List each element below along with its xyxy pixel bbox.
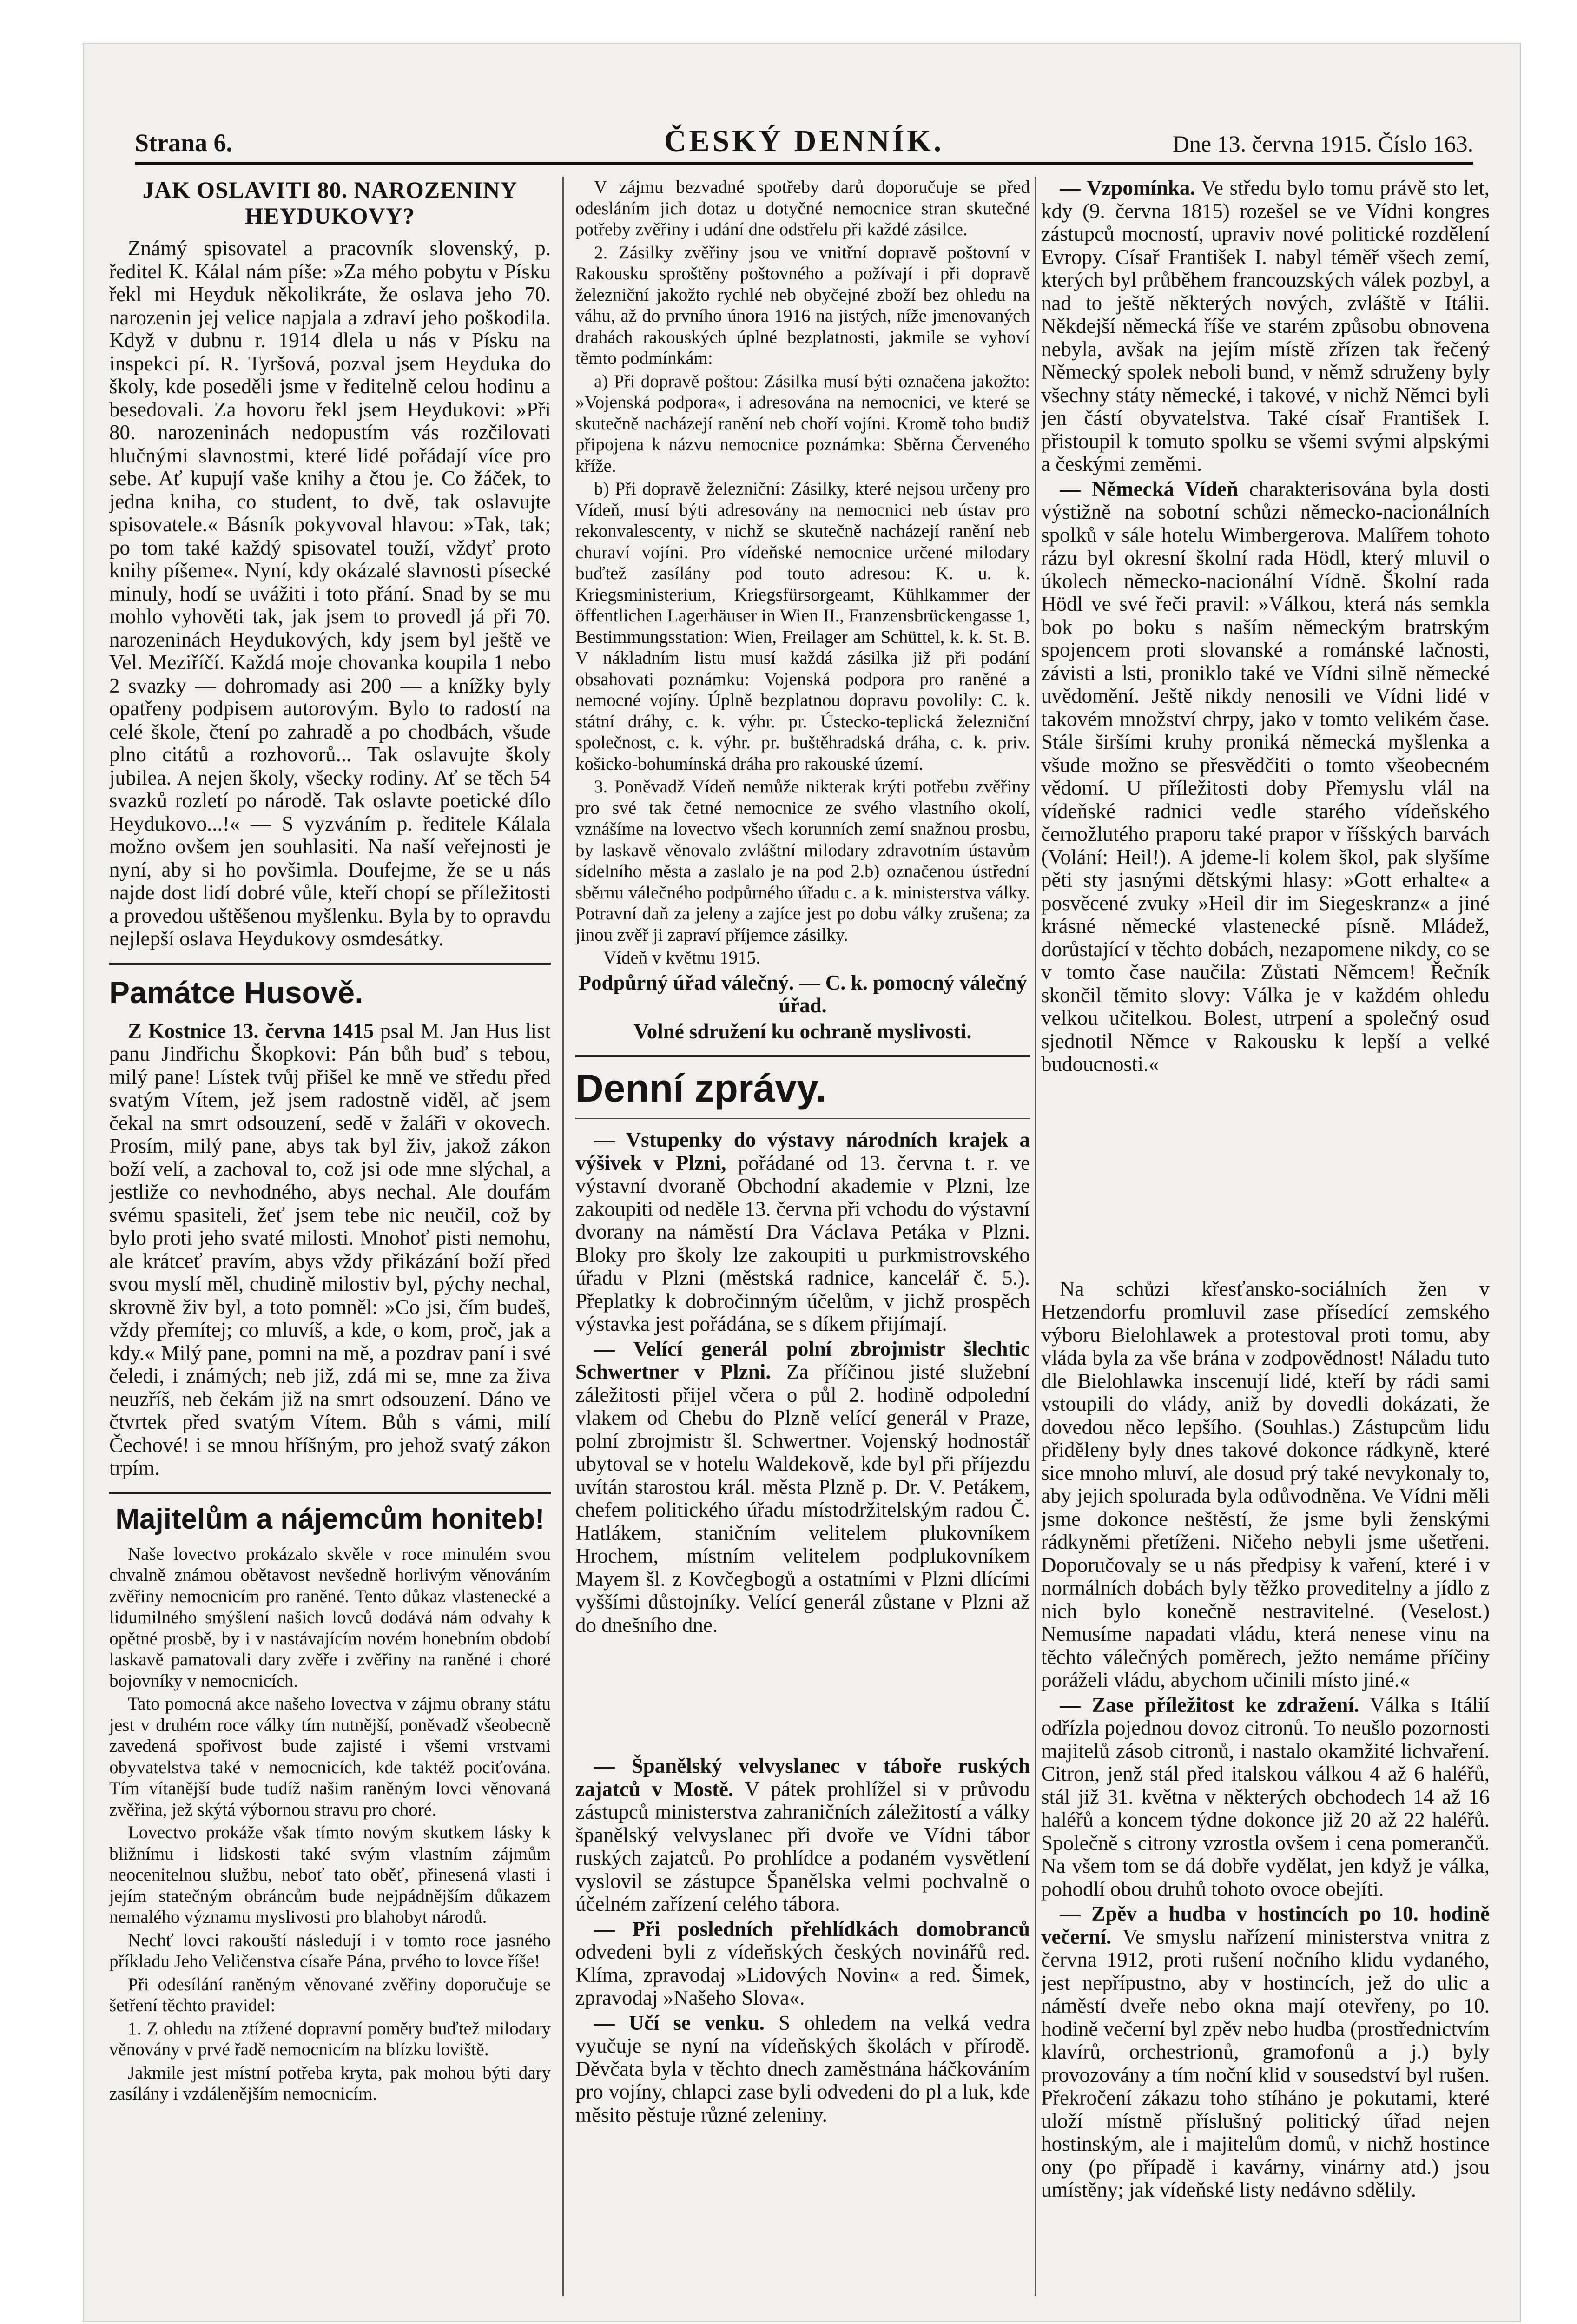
paragraph: Jakmile jest místní potřeba kryta, pak mohou býti dary zasílány i vzdálenějším nemocnicím.: [109, 2062, 551, 2104]
news-item: Na schůzi křesťansko-sociálních žen v Hetzendorfu promluvil zase přísedící zemského výboru Bielohlawek a protestoval proti tomu, aby vláda byla za vše brána v zodpovědnost! Náladu tuto dle Bielohlawka inscenují lidé, kteří by rádi sami vstoupili do vlády, aniž by dovedli dokázati, že dovedou něco lepšího. (Souhlas.) Zástupcům lidu přiděleny byly dnes takové dokonce rádkyně, které sice mnoho mluví, ale dosud prý také nevykonaly to, aby jejich spolurada byla odůvodněna. Ve Vídni měli jsme dokonce neštěstí, že jsme byli ženskými rádkyněmi přetíženi. Ničeho nebyli jsme ušetřeni. Doporučovaly se u nás předpisy k vaření, které i v normálních dobách byly těžko proveditelny a jídlo z nich bylo konečně nestravitelné. (Veselost.) Nemusíme napadati vládu, která nenese vinu na těchto válečných poměrech, ježto nemáme příčiny poráželi vládu, abychom učinili místo jiné.«: [1041, 1277, 1490, 1691]
news-text: V pátek prohlížel si v průvodu zástupců ministerstva zahraničních záležitostí a války španělský velvyslanec při dvoře ve Vídni tábor ruských zajatců. Po prohlídce a podaném vysvětlení vyslovil se zástupce Španělska velmi pochvalně o účelném zařízení celého tábora.: [575, 1777, 1030, 1915]
paragraph: a) Při dopravě poštou: Zásilka musí býti označena jakožto: »Vojenská podpora«, i adresována na nemocnici, ve které se skutečně nacházejí ranění neb choří vojíni. Kromě toho budiž připojena k názvu nemocnice poznámka: Sběrna Červeného kříže.: [575, 371, 1030, 476]
news-item: [1041, 177, 1490, 476]
signature-association: Volné sdružení ku ochraně myslivosti.: [633, 1019, 972, 1043]
paragraph: b) Při dopravě železniční: Zásilky, které nejsou určeny pro Vídeň, musí býti adresovány na nemocnici neb ústav pro rekonvalescenty, v nichž se skutečně nacházejí ranění neb churaví vojíni. Pro vídeňské nemocnice určené milodary buďtež zasílány pod touto adresou: K. u. k. Kriegsministerium, Kriegsfürsorgeamt, Kühlkammer der öffentlichen Lagerhäuser in Wien II., Franzensbrückengasse 1, Bestimmungsstation: Wien, Freilager am Schüttel, k. k. St. B. V nákladním listu musí každá zásilka již při podání obsahovati poznámku: Vojenská podpora pro raněné a nemocné vojíny. Úplně bezplatnou dopravu povolily: C. k. státní dráhy, c. k. výhr. pr. Ústecko-teplická železniční společnost, c. k. výhr. pr. buštěhradská dráha, c. k. priv. košicko-bohumínská dráha pro rakouské území.: [575, 479, 1030, 774]
article-heading-honitby: Majitelům a nájemcům honiteb!: [115, 1503, 545, 1535]
news-text: Ve smyslu nařízení ministerstva vnitra z června 1912, proti rušení nočního klidu vydaného, jest nepřípustno, aby v hostincích, jež do ulic a náměstí dveře nebo okna mají otevřeny, po 10. hodině večerní byl zpěv nebo hudba (prostřednictvím klavírů, orchestrionů, gramofonů a j.) byly provozovány a tím noční klid v sousedství byl rušen. Překročení zákazu toho stíháno je pokutami, které uloží místně příslušný politický úřad nejen hostinským, ale i majitelům domů, v nichž hostince ony (po případě i kavárny, vinárny atd.) jsou umístěny; jak vídeňské listy nedávno sdělily.: [1041, 1925, 1490, 2201]
column-divider: [1035, 177, 1036, 2296]
column-1: [109, 177, 551, 2296]
article-heading-heyduk: JAK OSLAVITI 80. NAROZENINY HEYDUKOVY?: [142, 177, 518, 229]
section-rule: [109, 1492, 551, 1494]
news-lead: — Při posledních přehlídkách domobranců: [594, 1917, 1030, 1941]
news-item: [1041, 478, 1490, 1076]
news-lead: — Zase příležitost ke zdražení.: [1060, 1693, 1359, 1717]
article-text-hus: psal M. Jan Hus list panu Jindřichu Škopkovi: Pán bůh buď s tebou, milý pane! Lístek tvůj přišel ke mně ve středu před svatým Vítem, jež jsem radostně viděl, ač jsem čekal na smrt odsouzení, sedě v žaláři v okovech. Prosím, milý pane, abys tak byl živ, jakož zákon boží velí, a zachoval to, což jsi ode mne slýchal, a jestliže co nevhodného, abys nechal. Ale doufám svému spasiteli, žeť jsem tebe nic neučil, což by bylo proti jeho svaté milosti. Mnohoť pisti nemohu, ale krátceť pravím, abys vždy přikázání boží před svou myslí měl, chudině milostiv byl, pýchy nechal, skrovně živ byl, a toto pomněl: »Co jsi, čím budeš, vždy přemítej; co mluvíš, a kde, o kom, proč, jak a kdy.« Milý pane, pomni na mě, a pozdrav paní i své čeledi, i známých; neb již, zdá mi se, mne za živa neuzříš, neb čekám již na smrt odsouzení. Dáno ve čtvrtek před svatým Vítem. Bůh s vámi, milí Čechové! i se mnou hříšným, pro jehož svatý zákon trpím.: [109, 1019, 551, 1479]
paragraph: Nechť lovci rakouští následují i v tomto roce jasného příkladu Jeho Veličenstva císaře Pána, prvého to lovce říše!: [109, 1930, 551, 1971]
signature-office: Podpůrný úřad válečný. — C. k. pomocný válečný úřad.: [578, 971, 1027, 1017]
news-item: [575, 1755, 1030, 1916]
column-divider: [562, 177, 564, 2296]
news-item: [575, 1129, 1030, 1336]
news-text: Válka s Itálií odřízla pojednou dovoz citronů. To neušlo pozornosti majitelů zásob citronů, i nastalo okamžité lichvaření. Citron, jenž stál před italskou válkou 4 až 6 haléřů, stál již 31. května v některých obchodech 14 až 16 haléřů a koncem týdne dokonce již 20 až 22 haléřů. Společně s citrony vzrostla ovšem i cena pomerančů. Na všem tom se dá dobře vydělat, jen když je válka, pohodlí obou druhů tohoto ovoce obejíti.: [1041, 1693, 1490, 1901]
news-item: [575, 1918, 1030, 2010]
news-lead: — Zpěv a hudba v hostincích po 10. hodině večerní.: [1041, 1902, 1490, 1948]
newspaper-title: ČESKÝ DENNÍK.: [664, 124, 944, 158]
news-text: pořádané od 13. června t. r. ve výstavní dvoraně Obchodní akademie v Plzni, lze zakoupiti od neděle 13. června při vchodu do výstavní dvorany na náměstí Dra Václava Petáka v Plzni. Bloky pro školy lze zakoupiti u purkmistrovského úřadu v Plzni (městská radnice, kancelář č. 5.). Přeplatky k dobročinným účelům, v jichž prospěch výstavka jest pořádána, se s díkem přijímají.: [575, 1151, 1030, 1335]
paragraph: Tato pomocná akce našeho lovectva v zájmu obrany státu jest v druhém roce války tím nutnější, poněvadž všeobecně zavedená spořivost bude zajisté i všemi vrstvami obyvatelstva také v nemocnicích, kde taktéž pociťována. Tím vítanější bude tudíž našim raněným lovci věnovaná zvěřina, jež skýtá výbornou stravu pro choré.: [109, 1694, 551, 1820]
section-rule: [575, 1055, 1030, 1057]
news-lead: — Velící generál polní zbrojmistr šlechtic Schwertner v Plzni.: [575, 1337, 1030, 1383]
column-3: [1041, 177, 1490, 2296]
news-text: S ohledem na velká vedra vyučuje se nyní na vídeňských školách v přírodě. Děvčata byla v těchto dnech zaměstnána háčkováním pro vojíny, chlapci zase byli odvedeni do pl a luk, kde měsito pěstuje různé zeleniny.: [575, 2011, 1030, 2126]
news-lead: — Vstupenky do výstavy národních krajek a výšivek v Plzni,: [575, 1128, 1030, 1175]
news-lead: — Vzpomínka.: [1060, 177, 1195, 199]
page-number: Strana 6.: [135, 129, 233, 157]
section-rule: [575, 1118, 1030, 1119]
article-body-heyduk: Známý spisovatel a pracovník slovenský, p. ředitel K. Kálal nám píše: »Za mého pobytu v Písku řekl mi Heyduk několikráte, že oslava jeho 70. narozenin jej velice napjala a zdraví jeho poškodila. Když v dubnu r. 1914 dlela u nás v Písku na inspekci pí. R. Tyršová, pozval jsem Heyduka do školy, kde poseděli jsme v ředitelně celou hodinu a besedovali. Za hovoru řekl jsem Heydukovi: »Při 80. narozeninách nedopustím vás rozčilovati hlučnými slavnostmi, které lidé pořádají více pro sebe. Ať kupují vaše knihy a čtou je. Co žáček, to jedna kniha, co student, to dvě, tak oslavujte spisovatele.« Básník pokyvoval hlavou: »Tak, tak; po tom také každý spisovatel touží, vždyť proto knihy píšeme«. Nyní, kdy okázalé slavnosti písecké minuly, hodí se uvážiti i toto přání. Snad by se mu mohlo vyhověti tak, jak jsem to provedl já při 70. narozeninách Heydukových, kdy jsem byl ještě ve Vel. Meziříčí. Každá moje chovanka koupila 1 nebo 2 svazky — dohromady asi 200 — a knížky byly opatřeny podpisem autorovým. Bylo to radostí na celé škole, čtení po zahradě a po chodbách, všude plno citátů a rozhovorů... Tak oslavujte školy jubilea. A nejen školy, všecky rodiny. Ať se těch 54 svazků rozletí po národě. Tak oslavte poetické dílo Heydukovo...!« — S vyzváním p. ředitele Kálala možno ovšem jen souhlasiti. Na naší veřejnosti je nyní, aby si ho povšimla. Doufejme, že se u nás najde dost lidí dobré vůle, kteří chopí se příležitosti a provedou uštěšenou myšlenku. Byla by to opravdu nejlepší oslava Heydukovy osmdesátky.: [109, 237, 551, 950]
paragraph: 3. Poněvadž Vídeň nemůže nikterak krýti potřebu zvěřiny pro své tak četné nemocnice ze svého vlastního okolí, vznášíme na lovectvo všech korunních zemí snažnou prosbu, by laskavě věnovalo zvláštní milodary zdravotním ústavům sídelního města a zaslalo je na pod 2.b) označenou ústřední sběrnu válečného podpůrného úřadu c. a k. ministerstva války. Potravní daň za jeleny a zajíce jest po dobu války zrušena; za jinou zvěř ji zapraví příjemce zásilky.: [575, 777, 1030, 945]
paragraph: V zájmu bezvadné spotřeby darů doporučuje se před odesláním jich dotaz u dotyčné nemocnice stran skutečné potřeby zvěřiny i udání dne odstřelu při každé zásilce.: [575, 177, 1030, 239]
news-item: [575, 1338, 1030, 1637]
paragraph: Naše lovectvo prokázalo skvěle v roce minulém svou chvalně známou obětavost nevšedně horlivým věnováním zvěřiny nemocnicím pro raněné. Tento důkaz vlastenecké a lidumilného smýšlení našich lovců dodává nám odvahy k opětné prosbě, by i v nastávajícím novém honebním období laskavě pamatovali dary zvěře i zvěřiny na raněné i choré bojovníky v nemocnicích.: [109, 1544, 551, 1691]
paragraph: 1. Z ohledu na ztížené dopravní poměry buďtež milodary věnovány v prvé řadě nemocnicím na blízku loviště.: [109, 2018, 551, 2060]
news-section-heading: Denní zprávy.: [575, 1066, 826, 1110]
paragraph: 2. Zásilky zvěřiny jsou ve vnitřní dopravě poštovní v Rakousku sproštěny poštovného a požívají i při dopravě železniční jakožto rychlé neb obyčejné zboží bez ohledu na váhu, až do prvního února 1916 na jistých, níže jmenovaných drahách rakouských úplné bezplatnosti, jakmile se vyhoví těmto podmínkám:: [575, 242, 1030, 368]
column-2: [575, 177, 1030, 2296]
section-rule: [109, 963, 551, 965]
news-item: [1041, 1902, 1490, 2202]
news-text: Ve středu bylo tomu právě sto let, kdy (9. června 1815) rozešel se ve Vídni kongres zástupců mocností, upraviv nové politické rozdělení Evropy. Císař František I. nabyl téměř všech zemí, kterých byl průběhem francouzských válek pozbyl, a nad to ještě některých nových, zvláště v Itálii. Někdejší německá říše ve starém způsobu obnovena nebyla, avšak na jejím místě zřízen tak řečený Německý spolek neboli bund, v němž sdruženy byly všechny státy německé, i takové, v nichž Němci byli jen částí obyvatelstva. Také císař František I. přistoupil k tomuto spolku se všemi svými alpskými a českými zeměmi.: [1041, 177, 1490, 475]
paragraph: Při odesílání raněným věnované zvěřiny doporučuje se šetření těchto pravidel:: [109, 1974, 551, 2015]
news-item: [575, 2012, 1030, 2127]
news-text: Za příčinou jisté služební záležitosti přijel včera o půl 2. hodině odpolední vlakem od Chebu do Plzně velící generál v Praze, polní zbrojmistr šl. Schwertner. Vojenský hodnostář ubytoval se v hotelu Waldekově, kde byl při příjezdu uvítán starostou král. města Plzně p. Dr. V. Petákem, chefem politického úřadu místodržitelským radou Č. Hatlákem, staničním velitelem plukovníkem Hrochem, místním velitelem podplukovníkem Mayem šl. z Kovčegbogů a ostatními v Plzni dlícími vyššími důstojníky. Velící generál zůstane v Plzni až do dnešního dne.: [575, 1360, 1030, 1637]
news-text: charakterisována byla dosti výstižně na sobotní schůzi německo-nacionálních spolků v sále hotelu Wimbergerova. Malířem tohoto rázu byl okresní školní rada Hödl, který mluvil o úkolech německo-nacionální Vídně. Školní rada Hödl ve své řeči pravil: »Válkou, která nás semkla bok po boku s naším německým bratrským spojencem proti slovanské a románské lačnosti, závisti a lsti, proniklo také ve Vídni silně německé uvědomění. Ještě nikdy nenosili ve Vídni lidé v takovém množství chrpy, jako v tomto velikém čase. Stále širšími kruhy proniká německá myšlenka a všude možno se přesvědčiti o tomto všeobecném vědomí. U příležitosti doby Přemyslu vlál na vídeňské radnici vedle starého vídeňského černožlutého praporu také prapor v říšských barvách (Volání: Heil!). A jdeme-li kolem škol, pak slyšíme pěti sty jasnými dětskými hlasy: »Gott erhalte« a posvěcené zvuky »Heil dir im Siegeskranz« a jiné krásné německé vlastenecké písně. Mládež, dorůstající v těchto dobách, nezapomene nikdy, co se v tomto čase naučila: Zůstati Němcem! Řečník skončil těmito slovy: Válka je v každém ohledu velkou učitelkou. Bolest, utrpení a společný osud sjednotil Němce v Rakousku k lepší a velké budoucnosti.«: [1041, 477, 1490, 1076]
news-item: [1041, 1694, 1490, 1901]
article-heading-hus: Památce Husově.: [109, 975, 363, 1010]
article-lead-hus: Z Kostnice 13. června 1415: [128, 1019, 374, 1043]
news-lead: — Učí se venku.: [594, 2011, 765, 2034]
news-lead: — Německá Vídeň: [1060, 477, 1239, 501]
news-lead: — Španělský velvyslanec v táboře ruských zajatců v Mostě.: [575, 1754, 1030, 1801]
place-date: Vídeň v květnu 1915.: [603, 948, 760, 968]
issue-date: Dne 13. června 1915. Číslo 163.: [1172, 131, 1473, 157]
paragraph: Lovectvo prokáže však tímto novým skutkem lásky k bližnímu i lidskosti také svým vlastním zájmům neocenitelnou službu, neboť tato oběť, přinesená vlasti i jejím statečným obráncům bude nejpádnějším důkazem nemalého významu myslivosti pro blahobyt národů.: [109, 1822, 551, 1927]
article-body-hus: [109, 1020, 551, 1480]
news-text: odvedeni byli z vídeňských českých novinářů red. Klíma, zpravodaj »Lidových Novin« a red. Šimek, zpravodaj »Našeho Slova«.: [575, 1940, 1030, 2009]
page-header: [135, 125, 1473, 165]
